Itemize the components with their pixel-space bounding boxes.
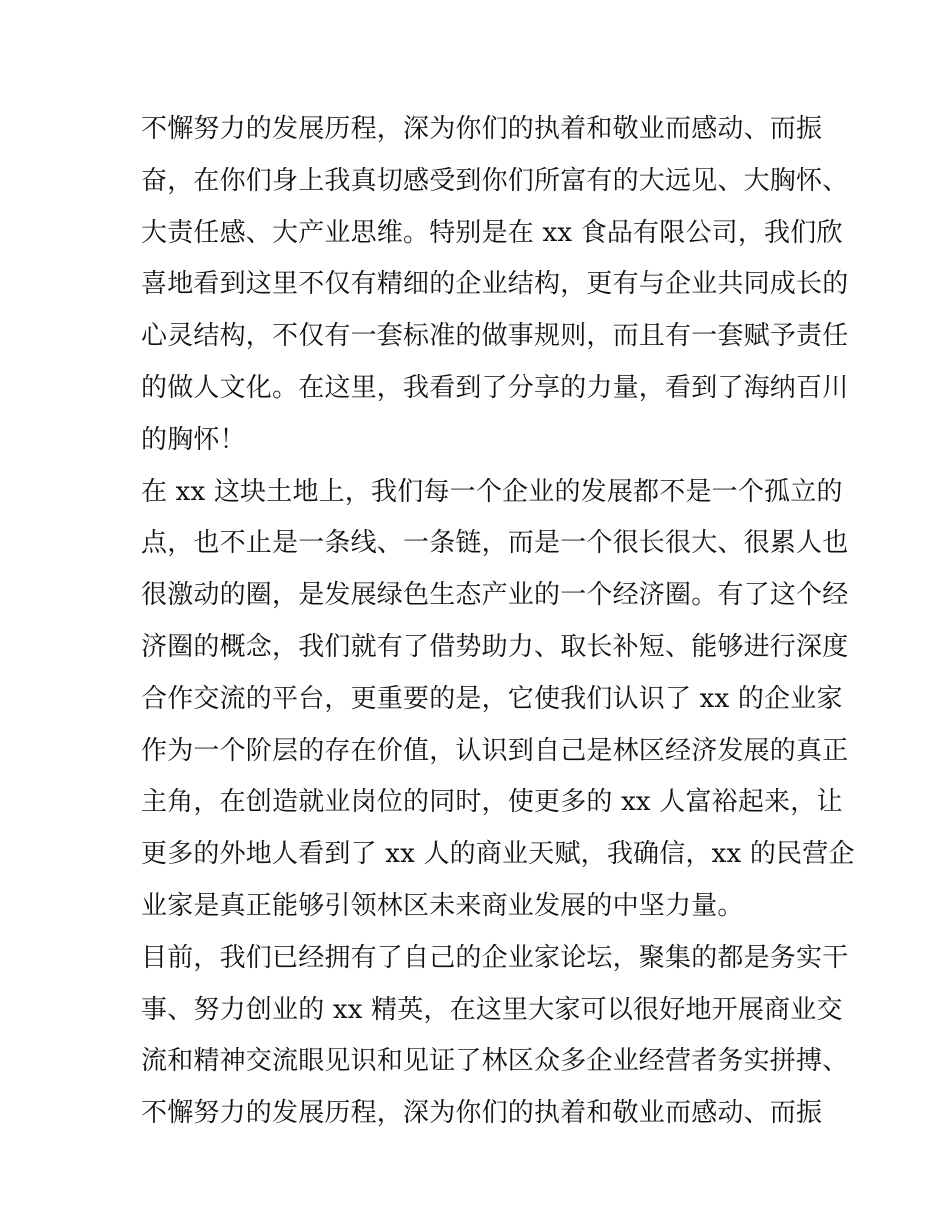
text-line: 喜地看到这里不仅有精细的企业结构，更有与企业共同成长的	[141, 269, 849, 300]
text-line: 的胸怀！	[141, 424, 246, 455]
text-line: 合作交流的平台，更重要的是，它使我们认识了 xx 的企业家	[141, 683, 843, 714]
text-line: 业家是真正能够引领林区未来商业发展的中坚力量。	[141, 890, 744, 921]
body-text	[141, 104, 855, 1140]
text-line: 不懈努力的发展历程，深为你们的执着和敬业而感动、而振	[141, 114, 823, 144]
text-line: 在 xx 这块土地上，我们每一个企业的发展都不是一个孤立的	[141, 476, 843, 507]
text-line: 心灵结构，不仅有一套标准的做事规则，而且有一套赋予责任	[141, 321, 849, 352]
text-line: 主角，在创造就业岗位的同时，使更多的 xx 人富裕起来，让	[141, 787, 843, 818]
text-line: 不懈努力的发展历程，深为你们的执着和敬业而感动、而振	[141, 1098, 823, 1129]
text-line: 很激动的圈，是发展绿色生态产业的一个经济圈。有了这个经	[141, 580, 849, 611]
text-line: 大责任感、大产业思维。特别是在 xx 食品有限公司，我们欣	[141, 217, 843, 248]
text-line: 流和精神交流眼见识和见证了林区众多企业经营者务实拼搏、	[141, 1046, 849, 1077]
text-line: 事、努力创业的 xx 精英，在这里大家可以很好地开展商业交	[141, 994, 843, 1025]
text-line: 点，也不止是一条线、一条链，而是一个很长很大、很累人也	[141, 528, 849, 559]
text-line: 目前，我们已经拥有了自己的企业家论坛，聚集的都是务实干	[141, 942, 849, 973]
text-line: 的做人文化。在这里，我看到了分享的力量，看到了海纳百川	[141, 372, 849, 403]
text-line: 更多的外地人看到了 xx 人的商业天赋，我确信，xx 的民营企	[141, 839, 855, 870]
text-line: 作为一个阶层的存在价值，认识到自己是林区经济发展的真正	[141, 735, 849, 766]
text-line: 奋，在你们身上我真切感受到你们所富有的大远见、大胸怀、	[141, 165, 849, 196]
text-line: 济圈的概念，我们就有了借势助力、取长补短、能够进行深度	[141, 631, 849, 662]
